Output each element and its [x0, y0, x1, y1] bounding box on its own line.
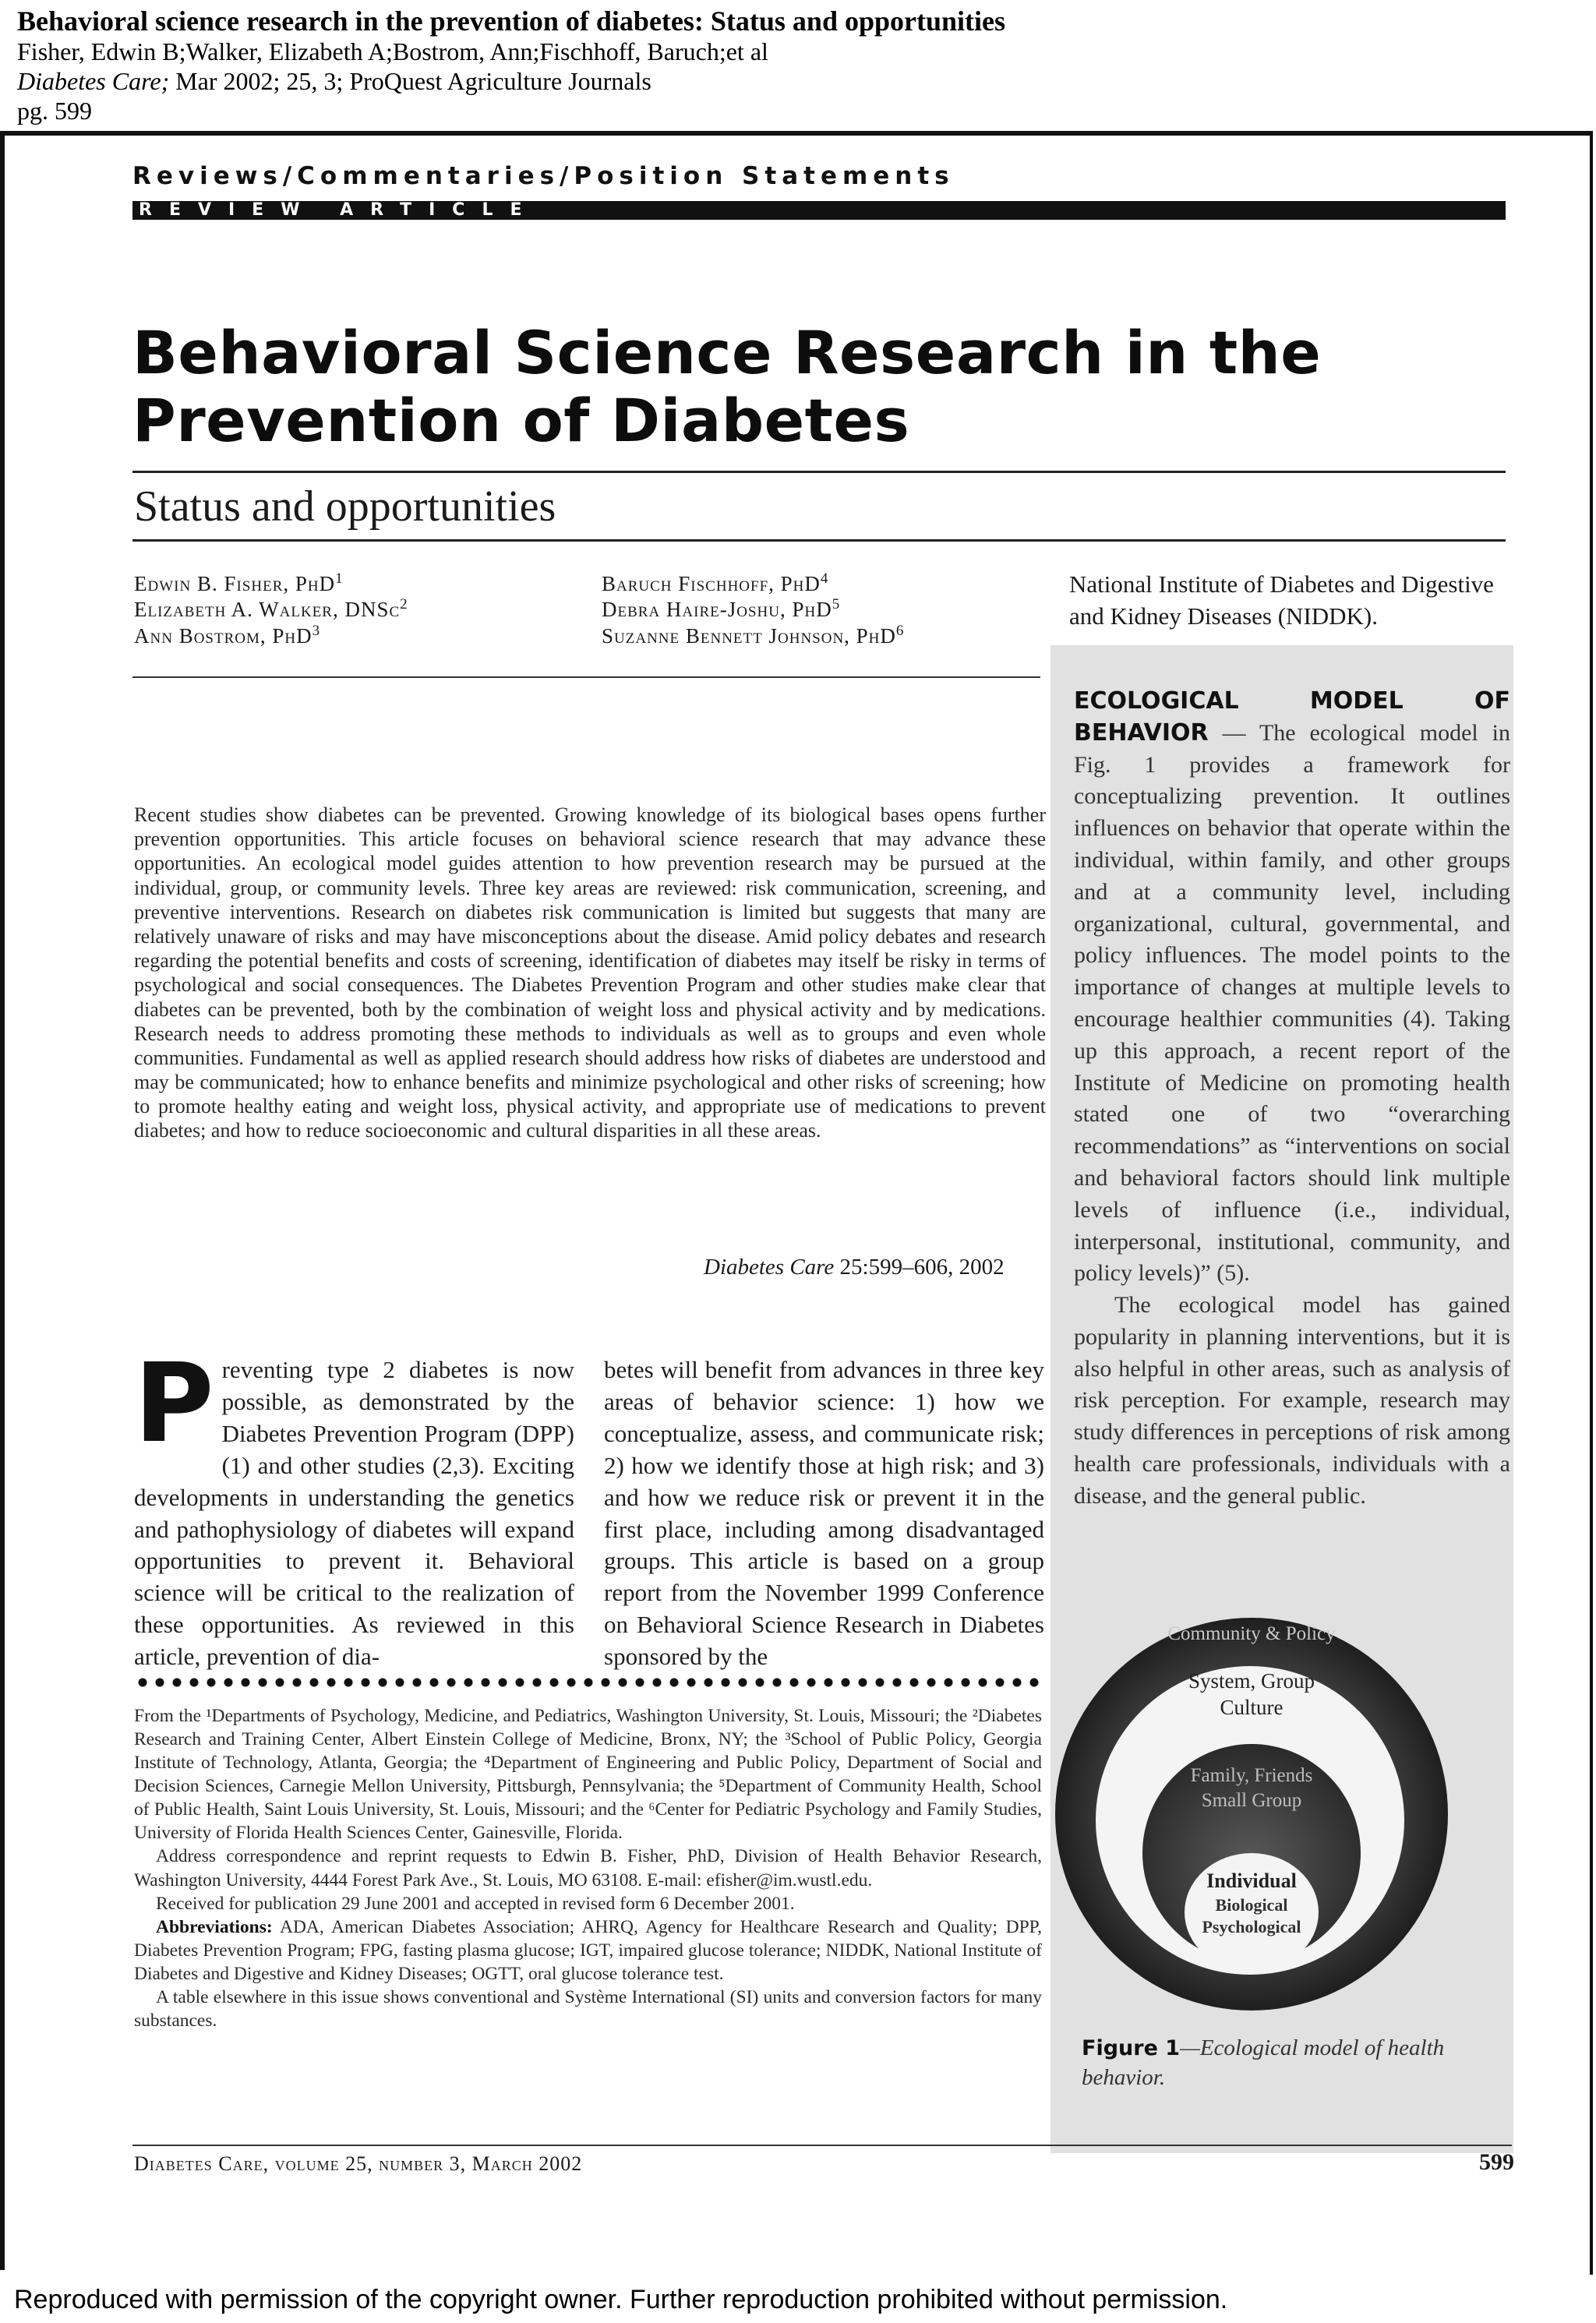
si-units-note: A table elsewhere in this issue shows conventional and Système International (SI) units and conversion factors for many substances. — [134, 1986, 1042, 2032]
page-number: 599 — [1479, 2149, 1514, 2175]
citation-journal: Diabetes Care; — [17, 67, 170, 96]
authors-rule — [132, 676, 1040, 678]
citation-authors: Fisher, Edwin B;Walker, Elizabeth A;Bostrom, Ann;Fischhoff, Baruch;et al — [17, 37, 768, 66]
ring-label-psychological: Psychological — [1202, 1917, 1301, 1936]
author: Debra Haire-Joshu, PhD$^5$ — [602, 596, 841, 622]
abbreviations-note — [134, 1915, 1042, 1986]
ring-label-small-group: Small Group — [1201, 1790, 1302, 1811]
ring-label-biological: Biological — [1215, 1895, 1288, 1915]
citation-page: pg. 599 — [17, 96, 92, 125]
figure-caption-label: Figure 1 — [1082, 2036, 1181, 2060]
section-label: Reviews/Commentaries/Position Statements — [132, 162, 955, 190]
body-text-left: reventing type 2 diabetes is now possible, as demonstrated by the Diabetes Prevention Program (DPP) (1) and other studies (2,3). Exciting developments in understanding the genetics and pathophysiology of diabetes will expand opportunities to prevent it. Behavioral science will be critical to the realization of these opportunities. As reviewed in this article, prevention of dia- — [134, 1356, 574, 1671]
citation-source-rest: Mar 2002; 25, 3; ProQuest Agriculture Journals — [169, 67, 651, 96]
ring-label-community: Community & Policy — [1167, 1623, 1336, 1644]
section-paragraph: — The ecological model in Fig. 1 provides a framework for conceptualizing prevention. It outlines influences on behavior that operate within the individual, within family, and other groups and at a community level, including organizational, cultural, governmental, and policy influences. The model points to the importance of changes at multiple levels to encourage healthier communities (4). Taking up this approach, a recent report of the Institute of Medicine on promoting health stated one of two “overarching recommendations” as “interventions on social and behavioral factors should link multiple levels of influence (i.e., individual, interpersonal, institutional, community, and policy levels)” (5). — [1074, 719, 1511, 1287]
drop-cap: P — [134, 1340, 214, 1467]
body-column-left — [134, 1340, 574, 1673]
article-title: Behavioral Science Research in the Prevention of Diabetes — [132, 318, 1322, 455]
figure-caption-text: —Ecological model of health behavior. — [1082, 2035, 1445, 2090]
footer-journal-info: Diabetes Care, volume 25, number 3, March 2002 — [134, 2152, 583, 2175]
author: Elizabeth A. Walker, DNSc$^2$ — [134, 596, 408, 622]
section-heading: ECOLOGICAL MODEL OF BEHAVIOR — [1074, 687, 1510, 747]
author: Suzanne Bennett Johnson, PhD$^6$ — [602, 622, 905, 648]
affiliations-note: From the ¹Departments of Psychology, Medicine, and Pediatrics, Washington University, St. Louis, Missouri; the ²Diabetes Research and Training Center, Albert Einstein College of Medicine, Bronx, NY; the ³School of Public Policy, Georgia Institute of Technology, Atlanta, Georgia; the ⁴Department of Engineering and Public Policy, Department of Social and Decision Sciences, Carnegie Mellon University, Pittsburgh, Pennsylvania; the ⁵Department of Community Health, School of Public Health, Saint Louis University, St. Louis, Missouri; and the ⁶Center for Pediatric Psychology and Family Studies, University of Florida Health Sciences Center, Gainesville, Florida. — [134, 1706, 1042, 1844]
niddk-continuation: National Institute of Diabetes and Digestive and Kidney Diseases (NIDDK). — [1069, 570, 1494, 630]
authors-left-column — [134, 570, 408, 648]
ring-label-individual: Individual — [1206, 1869, 1297, 1892]
footer-rule — [132, 2145, 1512, 2146]
journal-detail: 25:599–606, 2002 — [834, 1255, 1005, 1280]
review-article-bar — [132, 201, 1506, 220]
correspondence-note: Address correspondence and reprint requests to Edwin B. Fisher, PhD, Division of Health Behavior Research, Washington University, 4444 Forest Park Ave., St. Louis, MO 63108. E-mail: efisher@im.wustl.edu. — [134, 1846, 1042, 1891]
ring-label-system: System, Group — [1188, 1669, 1315, 1693]
figure-caption — [1082, 2034, 1518, 2092]
citation-block — [17, 5, 1576, 126]
author: Edwin B. Fisher, PhD$^1$ — [134, 570, 344, 595]
footnotes — [134, 1704, 1042, 2032]
scan-frame-left-edge — [0, 131, 5, 2270]
journal-reference — [704, 1255, 1005, 1280]
journal-name: Diabetes Care — [704, 1255, 835, 1280]
abbreviations-text: ADA, American Diabetes Association; AHRQ, Agency for Healthcare Research and Quality; DPP, Diabetes Prevention Program; FPG, fasting plasma glucose; IGT, impaired glucose tolerance; NIDDK, National Institute of Diabetes and Digestive and Kidney Diseases; OGTT, oral glucose tolerance test. — [134, 1916, 1042, 1984]
abstract: Recent studies show diabetes can be prevented. Growing knowledge of its biological bases opens further prevention opportunities. This article focuses on behavioral science research that may advance these opportunities. An ecological model guides attention to how prevention research may be pursued at the individual, group, or community levels. Three key areas are reviewed: risk communication, screening, and preventive interventions. Research on diabetes risk communication is limited but suggests that many are relatively unaware of risks and may have misconceptions about the disease. Amid policy debates and research regarding the potential benefits and costs of screening, identification of diabetes may itself be risky in terms of psychological and social consequences. The Diabetes Prevention Program and other studies make clear that diabetes can be prevented, both by the combination of weight loss and physical activity and by medications. Research needs to address promoting these methods to individuals as well as to groups and even whole communities. Fundamental as well as applied research should address how risks of diabetes are understood and may be communicated; how to enhance benefits and minimize psychological and other risks of screening; how to promote healthy eating and weight loss, physical activity, and appropriate use of medications to prevent diabetes; and how to reduce socioeconomic and cultural disparities in all these areas. — [134, 803, 1046, 1142]
title-rule — [132, 471, 1506, 473]
review-article-label: REVIEW ARTICLE — [139, 200, 539, 220]
author: Ann Bostrom, PhD$^3$ — [134, 622, 321, 648]
permission-notice: Reproduced with permission of the copyright owner. Further reproduction prohibited without permission. — [14, 2285, 1228, 2314]
received-note: Received for publication 29 June 2001 and accepted in revised form 6 December 2001. — [156, 1893, 795, 1914]
citation-source — [17, 67, 1576, 97]
ecological-model-section — [1074, 686, 1510, 1290]
section-paragraph-2: The ecological model has gained popularity in planning interventions, but it is also helpful in other areas, such as analysis of risk perception. For example, research may study differences in perceptions of risk among health care professionals, individuals with a disease, and the general public. — [1074, 1292, 1510, 1509]
authors-right-column — [602, 570, 904, 648]
citation-title: Behavioral science research in the prevention of diabetes: Status and opportunities — [17, 5, 1005, 37]
article-subtitle: Status and opportunities — [134, 482, 556, 531]
subtitle-rule — [132, 539, 1506, 542]
abbreviations-label: Abbreviations: — [156, 1916, 273, 1937]
body-column-right: betes will benefit from advances in three key areas of behavior science: 1) how we conceptualize, assess, and communicate risk; 2) how we identify those at high risk; and 3) and how we reduce risk or prevent it in the first place, including among disadvantaged groups. This article is based on a group report from the November 1999 Conference on Behavioral Science Research in Diabetes sponsored by the — [604, 1356, 1044, 1671]
ring-label-family: Family, Friends — [1190, 1765, 1313, 1786]
dotted-separator — [134, 1678, 1042, 1689]
ecological-model-figure — [1050, 1590, 1513, 2026]
author: Baruch Fischhoff, PhD$^4$ — [602, 570, 829, 595]
ring-label-culture: Culture — [1220, 1696, 1284, 1719]
